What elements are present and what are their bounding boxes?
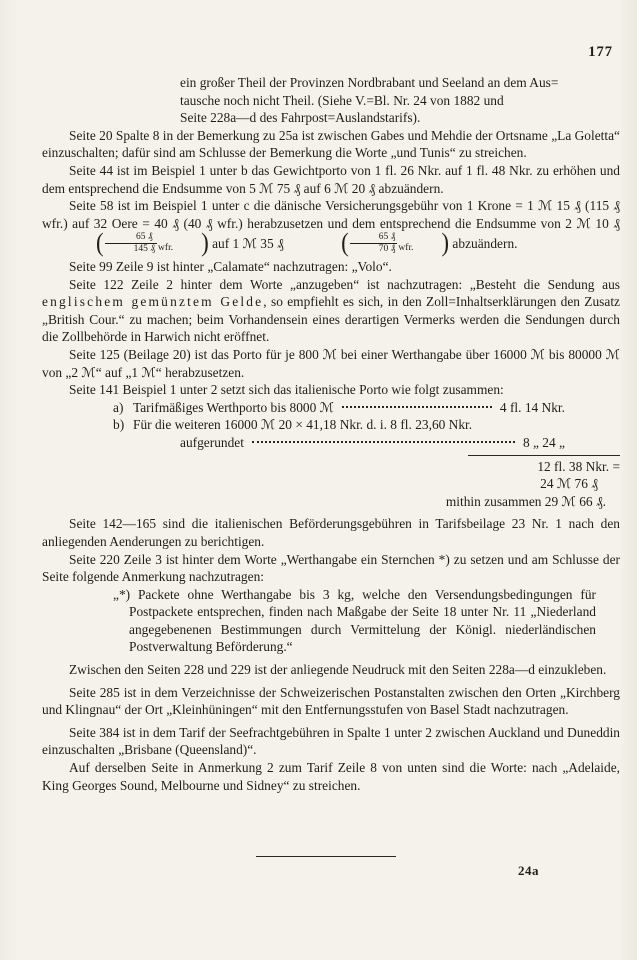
sheet-signature: 24a [518, 863, 539, 878]
fraction: $\frac{65 ₰}{145 ₰}$ [105, 232, 157, 254]
calc-row-a [113, 399, 620, 417]
item-text: Tarifmäßiges Werthporto bis 8000 ℳ [133, 399, 334, 415]
sum-line-1: 12 fl. 38 Nkr. = [537, 458, 620, 474]
fraction-group: ( $\frac{65 ₰}{145 ₰}$ $_{wfr.}$ ) [96, 228, 209, 258]
page-number: 177 [588, 44, 613, 60]
seite-58-text: abzuändern. [449, 236, 518, 252]
letterspaced-text: englischem gemünztem Gelde [42, 294, 264, 310]
item-label: b) [113, 417, 125, 433]
dot-leader [252, 441, 515, 443]
item-value: 8 „ 24 „ [522, 434, 565, 450]
seite-141-calculation [42, 381, 620, 510]
continuation-line: tausche noch nicht Theil. (Siehe V.=Bl. Nr. 24 von 1882 und [180, 92, 504, 108]
dot-leader [342, 406, 492, 408]
paragraph-seite-122 [42, 276, 620, 346]
continuation-line: Seite 228a—d des Fahrpost=Auslandstarifs). [180, 110, 421, 126]
calc-row-b [113, 416, 620, 434]
item-label: a) [113, 399, 124, 415]
item-text: aufgerundet [180, 434, 244, 450]
footnote-paragraph: „*) Packete ohne Werthangabe bis 3 kg, welche den Versendungsbedingungen für Postpackete entsprechen, finden nach Maßgabe der Seite 18 unter Nr. 11 „Niederland angegebenenen Bestimmungen durch Vermittelung der Königl. niederländischen Postverwaltung Beförderung.“ [113, 586, 596, 655]
paragraph-seite-58 [42, 197, 620, 258]
seite-141-intro: Seite 141 Beispiel 1 unter 2 setzt sich das italienische Porto wie folgt zusammen: [69, 382, 504, 398]
calc-sums [42, 455, 620, 511]
seite-58-text: auf 1 ℳ 35 ₰ [208, 236, 288, 252]
fraction-group: ( $\frac{65 ₰}{70 ₰}$ $_{wfr.}$ ) [341, 228, 450, 258]
paragraph-seite-44: Seite 44 ist im Beispiel 1 unter b das Gewichtporto von 1 fl. 26 Nkr. auf 1 fl. 48 Nkr. zu erhöhen und dem entsprechend die Endsumme von 5 ℳ 75 ₰ auf 6 ℳ 20 ₰ abzuändern. [42, 162, 620, 196]
fraction: $\frac{65 ₰}{70 ₰}$ [350, 232, 398, 254]
calc-row-rounded [180, 434, 620, 452]
paragraph-seiten-228-229: Zwischen den Seiten 228 und 229 ist der anliegende Neudruck mit den Seiten 228a—d einzukleben. [69, 662, 607, 678]
paragraph-seite-20: Seite 20 Spalte 8 in der Bemerkung zu 25a ist zwischen Gabes und Mehdie der Ortsname „La Goletta“ einzuschalten; dafür sind am Schlusse der Bemerkung die Worte „und Tunis“ zu streichen. [42, 127, 620, 161]
continuation-paragraph [180, 74, 620, 127]
item-value: 4 fl. 14 Nkr. [499, 399, 565, 415]
paragraph-seite-142: Seite 142—165 sind die italienischen Beförderungsgebühren in Tarifsbeilage 23 Nr. 1 nach den anliegenden Aenderungen zu berichtigen. [42, 516, 620, 549]
paragraph-seite-220: Seite 220 Zeile 3 ist hinter dem Worte „Werthangabe ein Sternchen *) zu setzen und am Schlusse der Seite folgende Anmerkung nachzutragen: [42, 551, 620, 585]
sum-line-3: mithin zusammen 29 ℳ 66 ₰. [445, 493, 606, 509]
item-text: Für die weiteren 16000 ℳ 20 × 41,18 Nkr. d. i. 8 fl. 23,60 Nkr. [133, 417, 473, 433]
seite-122-text: Seite 122 Zeile 2 hinter dem Worte „anzugeben“ ist nachzutragen: „Besteht die Sendung aus [69, 276, 620, 292]
paragraph-seite-125: Seite 125 (Beilage 20) ist das Porto für je 800 ℳ bei einer Werthangabe über 16000 ℳ bis 80000 ℳ von „2 ℳ“ auf „1 ℳ“ herabzusetzen. [42, 346, 620, 380]
fraction-suffix: wfr. [398, 243, 414, 254]
paragraph-seite-384: Seite 384 ist in dem Tarif der Seefrachtgebühren in Spalte 1 unter 2 zwischen Auckland und Duneddin einzuschalten „Brisbane (Queensland)“. [42, 724, 620, 758]
seite-58-text: Seite 58 ist im Beispiel 1 unter c die dänische Versicherungsgebühr von 1 Krone = 1 ℳ 15 ₰ (115 ₰ wfr.) auf 32 Oere = 40 ₰ (40 ₰ wfr.) herabzusetzen und dem entsprechend die Endsumme von 2 ℳ 10 ₰ [42, 198, 620, 231]
fraction-suffix: wfr. [158, 243, 174, 254]
paragraph-seite-285: Seite 285 ist in dem Verzeichnisse der Schweizerischen Postanstalten zwischen den Orten „Kirchberg und Klingnau“ der Ort „Kleinhüningen“ mit den Entfernungsstufen von Basel Stadt nachzutragen. [42, 684, 620, 718]
sum-rule [468, 455, 620, 456]
closing-rule [256, 856, 396, 857]
paragraph-seite-99: Seite 99 Zeile 9 ist hinter „Calamate“ nachzutragen: „Volo“. [69, 259, 392, 275]
continuation-line: ein großer Theil der Provinzen Nordbrabant und Seeland an dem Aus= [180, 75, 559, 90]
paragraph-seite-384-anmerkung: Auf derselben Seite in Anmerkung 2 zum Tarif Zeile 8 von unten sind die Worte: nach „Adelaide, King Georges Sound, Melbourne und Sidney“ zu streichen. [42, 760, 620, 793]
seite-122-text: , so empfiehlt es sich, in den Zoll=Inhaltserklärungen den Zusatz „British Cour.“ zu machen; beim Vorhandensein eines derartigen Vermerks werden die Sendungen durch die Zollbehörde in Harwich nicht eröffnet. [42, 294, 620, 345]
sum-line-2: 24 ℳ 76 ₰ [540, 476, 598, 492]
